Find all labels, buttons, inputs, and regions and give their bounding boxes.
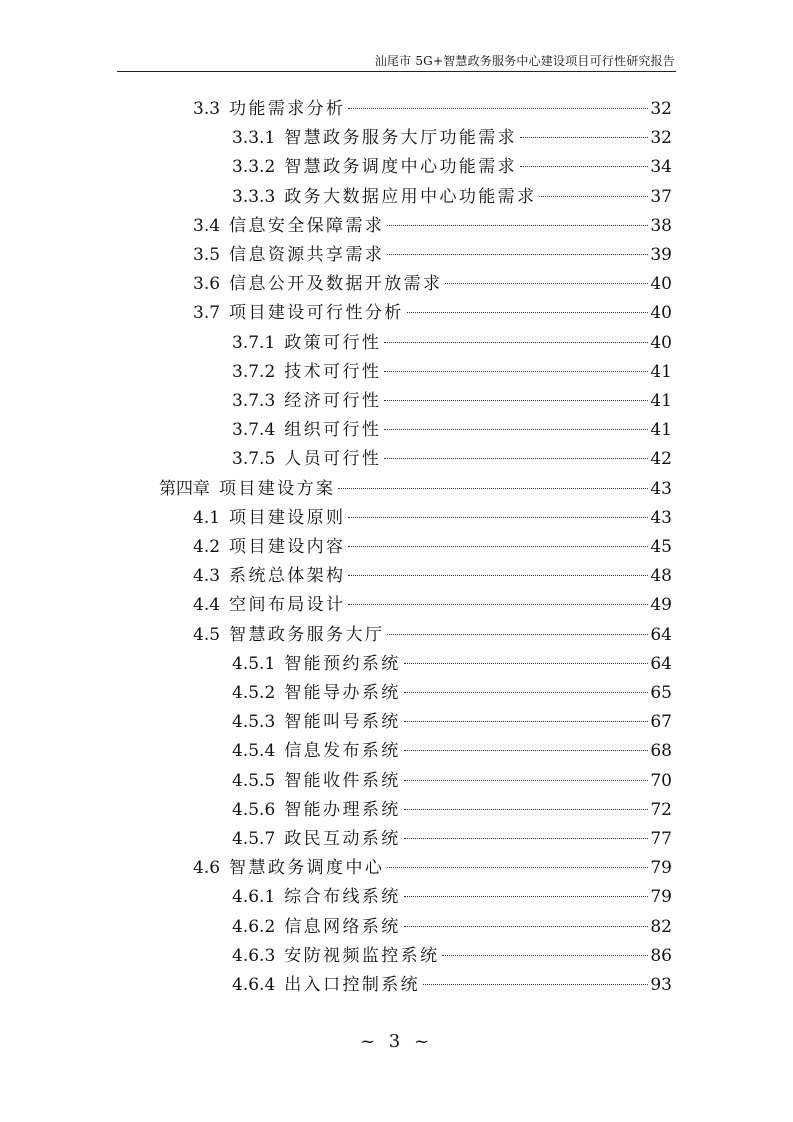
toc-entry-number: 3.3.1 [232, 128, 276, 149]
toc-entry[interactable] [232, 124, 672, 153]
toc-entry-title: 智能办理系统 [284, 799, 401, 820]
toc-dot-leader [348, 575, 648, 576]
toc-entry[interactable] [232, 387, 672, 416]
toc-dot-leader [423, 984, 648, 985]
toc-entry-number: 3.7.1 [232, 332, 276, 353]
toc-entry[interactable] [193, 854, 672, 883]
toc-entry-title: 智能导办系统 [284, 683, 401, 703]
toc-dot-leader [384, 400, 648, 401]
toc-entry-number: 3.3.3 [232, 186, 276, 207]
toc-entry[interactable] [232, 971, 672, 1000]
toc-entry-number: 4.5.1 [232, 653, 276, 674]
toc-entry-page: 64 [650, 624, 672, 645]
toc-entry-title: 智能收件系统 [284, 770, 401, 791]
report-title: 汕尾市 5G+智慧政务服务中心建设项目可行性研究报告 [374, 54, 675, 68]
toc-entry-page: 41 [650, 420, 672, 441]
toc-entry-page: 65 [650, 683, 672, 703]
toc-entry[interactable] [193, 591, 672, 620]
toc-entry-title: 政务大数据应用中心功能需求 [284, 186, 537, 207]
toc-entry-title: 信息资源共享需求 [229, 245, 385, 265]
toc-entry-page: 70 [650, 770, 672, 791]
toc-entry-page: 32 [650, 99, 672, 119]
toc-dot-leader [384, 429, 648, 430]
toc-entry-number: 4.2 [193, 537, 221, 557]
toc-entry[interactable] [193, 212, 672, 241]
toc-entry-title: 出入口控制系统 [284, 975, 421, 995]
toc-entry[interactable] [232, 913, 672, 942]
toc-dot-leader [407, 312, 649, 313]
toc-entry-title: 信息发布系统 [284, 741, 401, 762]
toc-entry-number: 4.5 [193, 624, 221, 645]
toc-entry[interactable] [193, 270, 672, 299]
toc-entry-page: 77 [650, 829, 672, 849]
toc-entry-page: 79 [650, 858, 672, 879]
toc-entry[interactable] [232, 329, 672, 358]
toc-entry-title: 项目建设内容 [229, 537, 346, 557]
toc-dot-leader [404, 663, 649, 664]
toc-entry-number: 4.3 [193, 566, 221, 587]
toc-entry-title: 技术可行性 [284, 361, 382, 382]
toc-entry-page: 79 [650, 887, 672, 908]
toc-entry[interactable] [193, 533, 672, 562]
toc-entry[interactable] [193, 299, 672, 328]
toc-dot-leader [442, 955, 648, 956]
toc-entry-number: 4.6 [193, 858, 221, 879]
toc-entry[interactable] [232, 445, 672, 474]
toc-dot-leader [404, 838, 649, 839]
toc-entry-title: 项目建设方案 [219, 478, 336, 499]
toc-entry[interactable] [232, 650, 672, 679]
toc-entry-title: 项目建设可行性分析 [229, 303, 404, 324]
toc-dot-leader [520, 166, 648, 167]
toc-entry-number: 3.7.3 [232, 391, 276, 411]
toc-entry-title: 空间布局设计 [229, 595, 346, 616]
toc-entry[interactable] [193, 621, 672, 650]
toc-dot-leader [387, 225, 648, 226]
toc-entry[interactable] [232, 796, 672, 825]
toc-entry-title: 智慧政务服务大厅功能需求 [284, 128, 518, 149]
toc-entry-number: 4.5.2 [232, 683, 276, 703]
toc-entry[interactable] [232, 883, 672, 912]
toc-entry-number: 3.5 [193, 245, 221, 265]
page-number: ~ 3 ~ [359, 1031, 434, 1052]
toc-entry-title: 政民互动系统 [284, 829, 401, 849]
toc-entry-page: 86 [650, 945, 672, 966]
toc-entry[interactable] [193, 562, 672, 591]
toc-entry[interactable] [232, 358, 672, 387]
toc-entry-page: 48 [650, 566, 672, 587]
toc-entry-number: 4.6.1 [232, 887, 276, 908]
toc-entry-page: 40 [650, 332, 672, 353]
toc-entry-page: 38 [650, 215, 672, 236]
toc-dot-leader [404, 780, 649, 781]
toc-entry[interactable] [193, 504, 672, 533]
toc-entry[interactable] [232, 942, 672, 971]
toc-entry-number: 4.5.5 [232, 770, 276, 791]
toc-entry-page: 40 [650, 274, 672, 295]
toc-entry-title: 安防视频监控系统 [284, 945, 440, 966]
toc-entry-title: 智能预约系统 [284, 653, 401, 674]
toc-entry-number: 3.7 [193, 303, 221, 324]
toc-entry-title: 信息安全保障需求 [229, 215, 385, 236]
toc-entry-title: 信息网络系统 [284, 916, 401, 937]
toc-entry-title: 智慧政务服务大厅 [229, 624, 385, 645]
toc-entry[interactable] [232, 679, 672, 708]
toc-entry-page: 41 [650, 361, 672, 382]
toc-entry-title: 综合布线系统 [284, 887, 401, 908]
toc-entry-page: 93 [650, 975, 672, 995]
toc-entry-number: 4.5.7 [232, 829, 276, 849]
toc-entry-title: 智慧政务调度中心功能需求 [284, 157, 518, 178]
toc-entry-title: 人员可行性 [284, 449, 382, 470]
toc-entry[interactable] [232, 416, 672, 445]
toc-entry-number: 第四章 [159, 478, 210, 499]
header-divider [117, 71, 676, 72]
toc-entry-number: 4.4 [193, 595, 221, 616]
toc-dot-leader [404, 926, 649, 927]
toc-entry[interactable] [232, 767, 672, 796]
toc-entry-number: 3.3.2 [232, 157, 276, 178]
toc-entry-title: 政策可行性 [284, 332, 382, 353]
toc-entry-number: 3.4 [193, 215, 221, 236]
toc-entry-page: 40 [650, 303, 672, 324]
toc-entry-title: 智能叫号系统 [284, 712, 401, 733]
toc-dot-leader [338, 488, 648, 489]
toc-entry-number: 4.6.4 [232, 975, 276, 995]
toc-entry[interactable] [232, 183, 672, 212]
toc-entry-number: 3.6 [193, 274, 221, 295]
toc-entry-number: 4.5.3 [232, 712, 276, 733]
toc-entry-page: 72 [650, 799, 672, 820]
toc-dot-leader [384, 371, 648, 372]
toc-entry-title: 信息公开及数据开放需求 [229, 274, 443, 295]
toc-dot-leader [404, 750, 649, 751]
toc-dot-leader [404, 692, 649, 693]
toc-dot-leader [348, 546, 648, 547]
toc-entry-page: 49 [650, 595, 672, 616]
toc-entry-page: 32 [650, 128, 672, 149]
toc-entry-number: 4.5.4 [232, 741, 276, 762]
toc-entry-page: 68 [650, 741, 672, 762]
toc-entry-page: 45 [650, 537, 672, 557]
toc-entry[interactable] [193, 95, 672, 124]
toc-dot-leader [384, 458, 648, 459]
toc-entry-number: 3.7.4 [232, 420, 276, 441]
toc-entry-title: 智慧政务调度中心 [229, 858, 385, 879]
toc-dot-leader [348, 604, 648, 605]
toc-entry-page: 37 [650, 186, 672, 207]
toc-dot-leader [404, 809, 649, 810]
toc-entry-number: 4.6.2 [232, 916, 276, 937]
toc-entry-page: 39 [650, 245, 672, 265]
toc-entry[interactable] [232, 737, 672, 766]
toc-entry[interactable] [232, 825, 672, 854]
toc-entry[interactable] [159, 475, 672, 504]
toc-entry-page: 82 [650, 916, 672, 937]
toc-dot-leader [520, 137, 648, 138]
toc-entry-page: 67 [650, 712, 672, 733]
toc-dot-leader [445, 283, 648, 284]
toc-entry-page: 34 [650, 157, 672, 178]
toc-entry-title: 系统总体架构 [229, 566, 346, 587]
toc-entry-title: 项目建设原则 [229, 507, 346, 528]
toc-dot-leader [539, 196, 648, 197]
toc-entry-number: 4.6.3 [232, 945, 276, 966]
toc-entry-page: 43 [650, 478, 672, 499]
toc-entry-page: 64 [650, 653, 672, 674]
toc-entry-number: 4.1 [193, 507, 221, 528]
toc-entry-title: 经济可行性 [284, 391, 382, 411]
toc-dot-leader [404, 896, 649, 897]
toc-entry-page: 43 [650, 507, 672, 528]
toc-entry[interactable] [232, 153, 672, 182]
toc-dot-leader [348, 517, 648, 518]
toc-dot-leader [404, 721, 649, 722]
toc-dot-leader [384, 342, 648, 343]
toc-dot-leader [387, 867, 648, 868]
toc-entry[interactable] [232, 708, 672, 737]
toc-entry-page: 41 [650, 391, 672, 411]
toc-entry-number: 3.7.2 [232, 361, 276, 382]
toc-entry-page: 42 [650, 449, 672, 470]
toc-dot-leader [348, 108, 648, 109]
toc-entry-title: 功能需求分析 [229, 99, 346, 119]
toc-entry-number: 3.7.5 [232, 449, 276, 470]
toc-entry[interactable] [193, 241, 672, 270]
toc-entry-number: 3.3 [193, 99, 221, 119]
toc-dot-leader [387, 254, 648, 255]
toc-entry-title: 组织可行性 [284, 420, 382, 441]
toc-entry-number: 4.5.6 [232, 799, 276, 820]
toc-dot-leader [387, 634, 648, 635]
